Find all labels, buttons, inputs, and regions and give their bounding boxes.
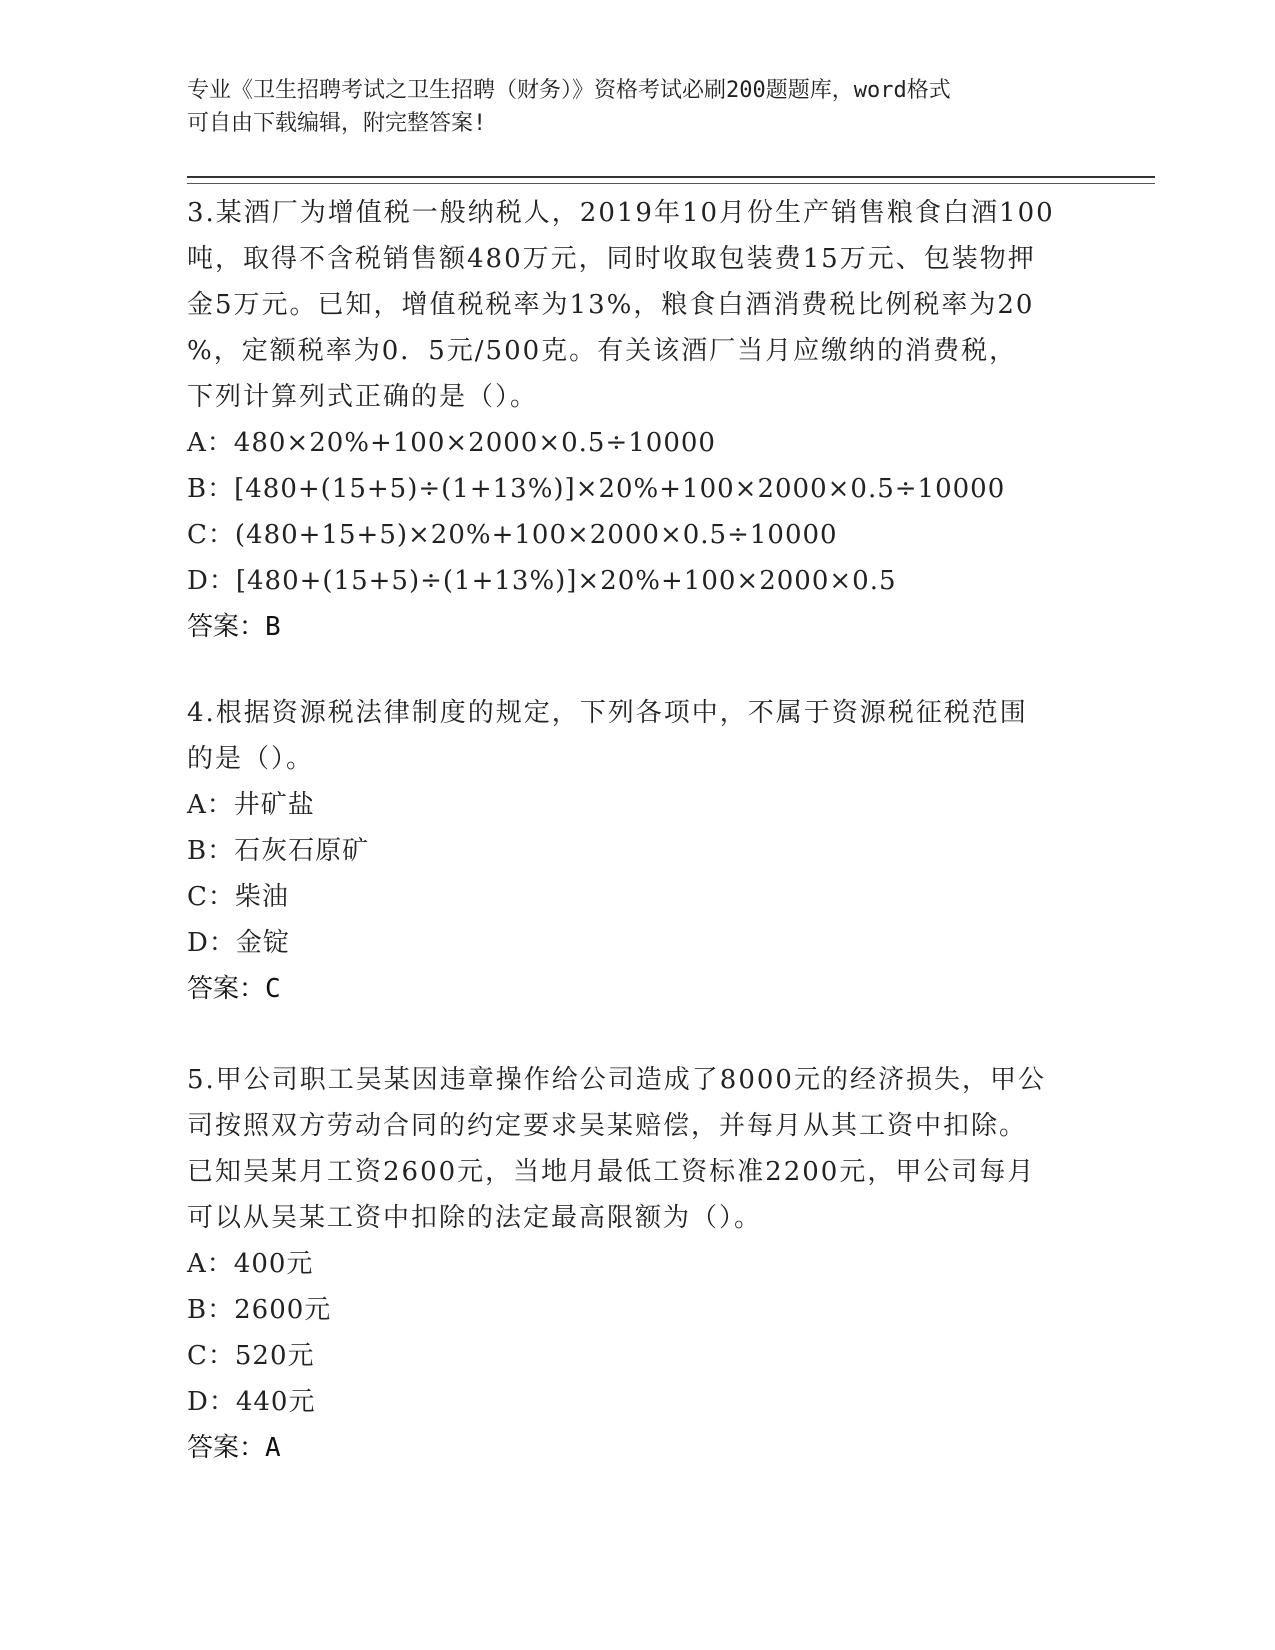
question-stem-line: 司按照双方劳动合同的约定要求吴某赔偿，并每月从其工资中扣除。 <box>187 1111 1028 1141</box>
question-stem-line: 吨，取得不含税销售额480万元，同时收取包装费15万元、包装物押 <box>187 244 1036 274</box>
header-divider <box>187 176 1155 178</box>
question-5 <box>187 1057 1077 1471</box>
answer-line: 答案：B <box>187 612 281 642</box>
document-header <box>187 74 1067 140</box>
option-b: B：[480+(15+5)÷(1+13%)]×20%+100×2000×0.5÷10000 <box>187 474 1006 504</box>
option-c: C：520元 <box>187 1341 315 1371</box>
option-a: A：400元 <box>187 1249 314 1279</box>
answer-line: 答案：C <box>187 974 281 1004</box>
question-stem-line: 下列计算列式正确的是（）。 <box>187 382 539 412</box>
option-b: B：2600元 <box>187 1295 332 1325</box>
option-c: C：柴油 <box>187 882 289 912</box>
question-stem-line: 的是（）。 <box>187 744 315 774</box>
question-stem-line: 4.根据资源税法律制度的规定，下列各项中，不属于资源税征税范围 <box>187 698 1028 728</box>
question-stem-line: 5.甲公司职工吴某因违章操作给公司造成了8000元的经济损失，甲公 <box>187 1065 1046 1095</box>
option-b: B：石灰石原矿 <box>187 836 370 866</box>
question-stem-line: 3.某酒厂为增值税一般纳税人，2019年10月份生产销售粮食白酒100 <box>187 198 1055 228</box>
header-subtitle-line: 可自由下载编辑，附完整答案! <box>187 111 487 136</box>
answer-line: 答案：A <box>187 1433 281 1463</box>
question-4 <box>187 690 1077 1012</box>
question-stem-line: 可以从吴某工资中扣除的法定最高限额为（）。 <box>187 1203 763 1233</box>
question-stem-line: 金5万元。已知，增值税税率为13%，粮食白酒消费税比例税率为20 <box>187 290 1035 320</box>
header-title-line: 专业《卫生招聘考试之卫生招聘（财务）》资格考试必刷200题题库，word格式 <box>187 78 951 103</box>
option-d: D：440元 <box>187 1387 316 1417</box>
option-a: A：480×20%+100×2000×0.5÷10000 <box>187 428 716 458</box>
option-d: D：金锭 <box>187 928 290 958</box>
option-c: C：(480+15+5)×20%+100×2000×0.5÷10000 <box>187 520 838 550</box>
option-a: A：井矿盐 <box>187 790 315 820</box>
question-3 <box>187 190 1077 650</box>
question-stem-line: 已知吴某月工资2600元，当地月最低工资标准2200元，甲公司每月 <box>187 1157 1036 1187</box>
question-stem-line: %，定额税率为0．5元/500克。有关该酒厂当月应缴纳的消费税， <box>187 336 1018 366</box>
header-divider-secondary <box>187 183 1155 184</box>
option-d: D：[480+(15+5)÷(1+13%)]×20%+100×2000×0.5 <box>187 566 897 596</box>
